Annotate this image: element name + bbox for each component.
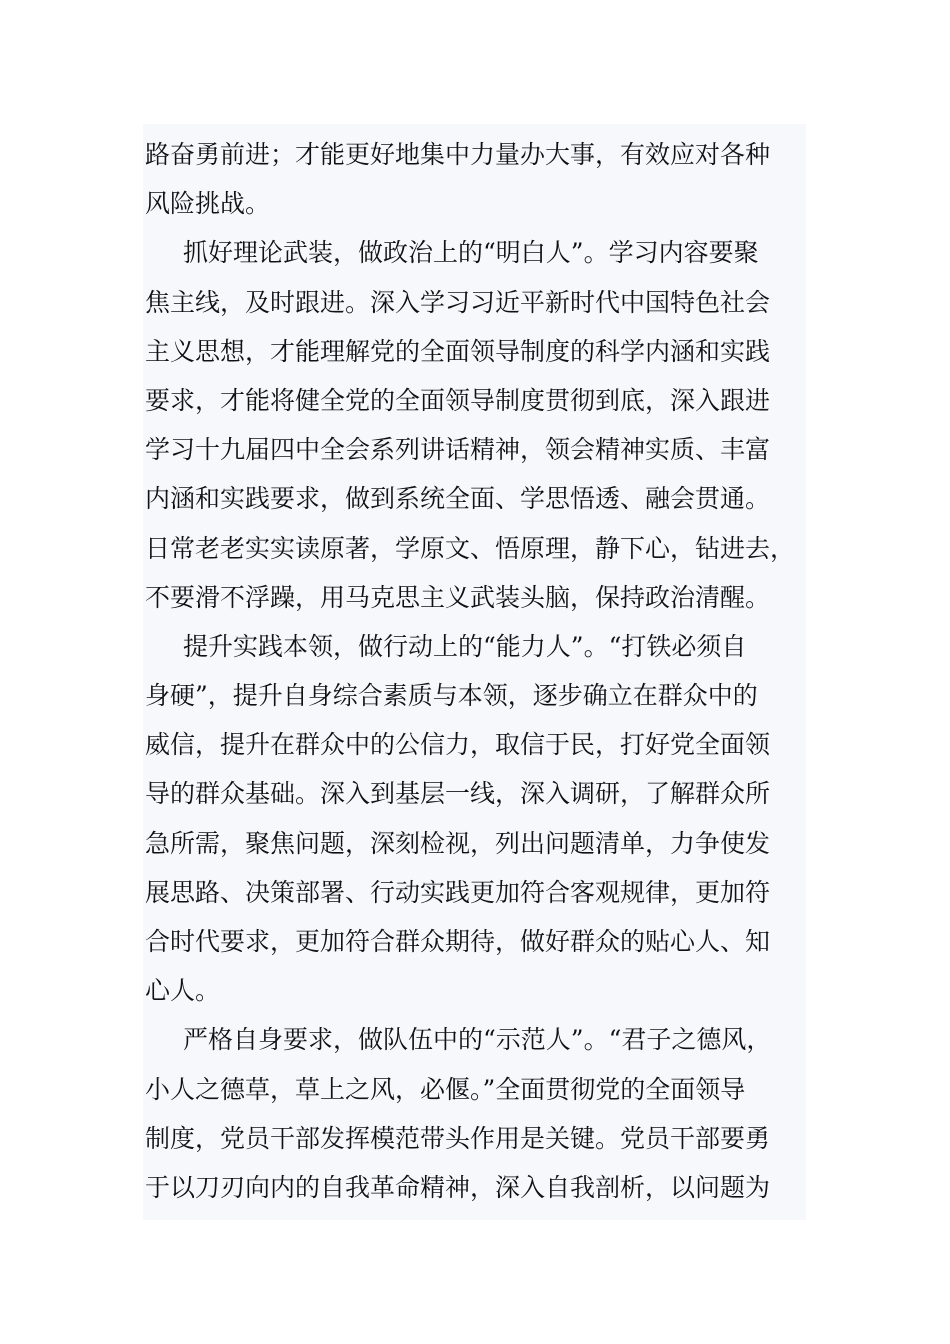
text-line: 急所需，聚焦问题，深刻检视，列出问题清单，力争使发 xyxy=(145,828,771,858)
paragraph-start-line: 提升实践本领，做行动上的“能力人”。“打铁必须自 xyxy=(183,631,747,661)
text-line: 路奋勇前进；才能更好地集中力量办大事，有效应对各种 xyxy=(145,140,771,169)
text-block xyxy=(143,124,806,1220)
text-line: 不要滑不浮躁，用马克思主义武装头脑，保持政治清醒。 xyxy=(145,582,771,612)
text-line: 制度，党员干部发挥模范带头作用是关键。党员干部要勇 xyxy=(145,1123,771,1153)
text-line: 心人。 xyxy=(145,976,221,1006)
text-line: 要求，才能将健全党的全面领导制度贯彻到底，深入跟进 xyxy=(145,385,771,415)
text-line: 风险挑战。 xyxy=(145,189,271,219)
text-line: 主义思想，才能理解党的全面领导制度的科学内涵和实践 xyxy=(145,336,771,366)
paragraph-start-line: 抓好理论武装，做政治上的“明白人”。学习内容要聚 xyxy=(183,238,759,268)
text-line: 学习十九届四中全会系列讲话精神，领会精神实质、丰富 xyxy=(145,435,771,465)
text-line: 于以刀刃向内的自我革命精神，深入自我剖析，以问题为 xyxy=(145,1172,771,1202)
text-line: 威信，提升在群众中的公信力，取信于民，打好党全面领 xyxy=(145,730,771,760)
text-line: 小人之德草，草上之风，必偃。”全面贯彻党的全面领导 xyxy=(145,1074,746,1104)
text-line: 合时代要求，更加符合群众期待，做好群众的贴心人、知 xyxy=(145,927,771,956)
text-line: 展思路、决策部署、行动实践更加符合客观规律，更加符 xyxy=(145,877,771,907)
text-line: 身硬”，提升自身综合素质与本领，逐步确立在群众中的 xyxy=(145,681,758,711)
text-line: 导的群众基础。深入到基层一线，深入调研，了解群众所 xyxy=(145,779,771,809)
text-line: 内涵和实践要求，做到系统全面、学思悟透、融会贯通。 xyxy=(145,484,771,514)
paragraph-start-line: 严格自身要求，做队伍中的“示范人”。“君子之德风， xyxy=(183,1025,772,1055)
text-line: 焦主线，及时跟进。深入学习习近平新时代中国特色社会 xyxy=(145,287,771,317)
text-line: 日常老老实实读原著，学原文、悟原理，静下心，钻进去， xyxy=(145,533,796,563)
